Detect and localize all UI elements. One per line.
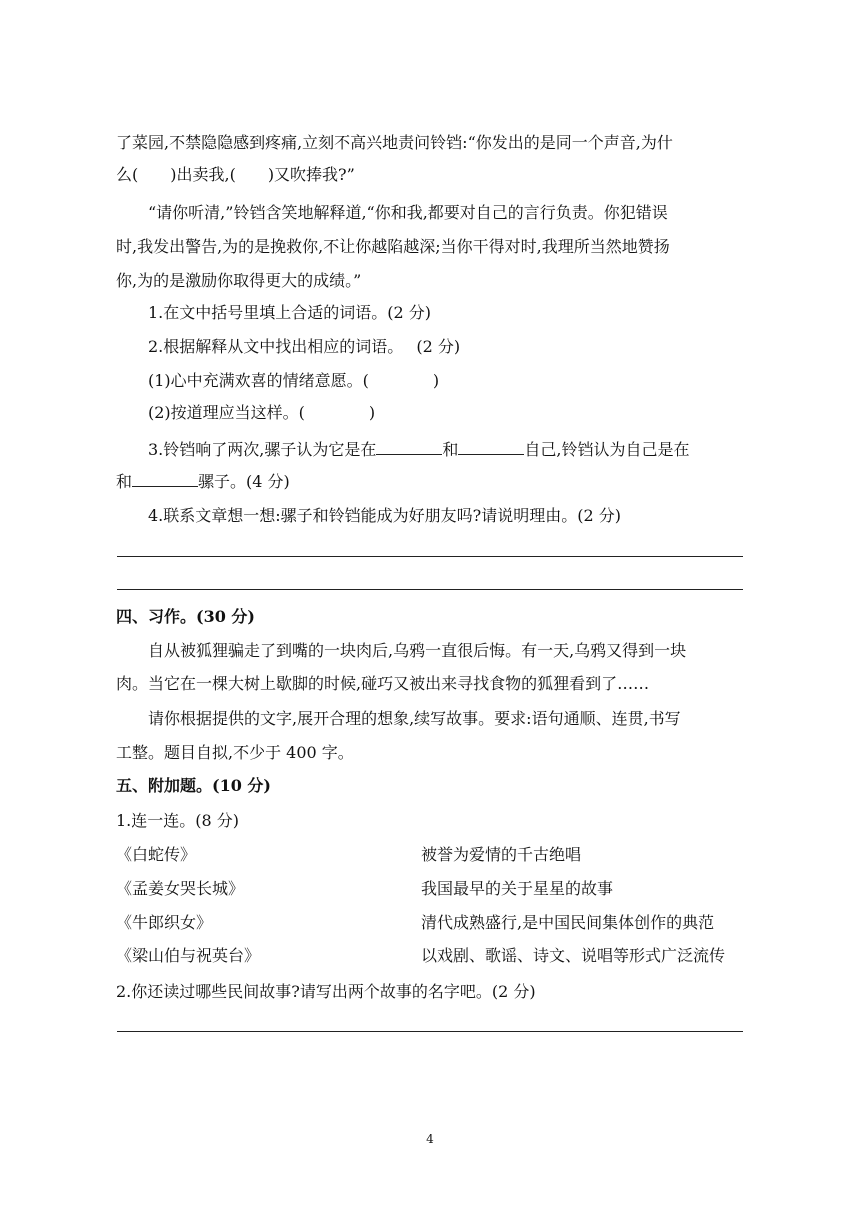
passage-line: 了菜园,不禁隐隐感到疼痛,立刻不高兴地责问铃铛:“你发出的是同一个声音,为什 [116, 133, 673, 152]
match-right-item[interactable]: 我国最早的关于星星的故事 [421, 879, 614, 898]
section-4-text: 自从被狐狸骗走了到嘴的一块肉后,乌鸦一直很后悔。有一天,乌鸦又得到一块 [148, 641, 687, 660]
match-left-item[interactable]: 《牛郎织女》 [116, 913, 213, 932]
question-3-line-2 [116, 470, 290, 492]
question-3-line-1 [148, 438, 689, 460]
section-4-text: 肉。当它在一棵大树上歇脚的时候,碰巧又被出来寻找食物的狐狸看到了…… [116, 674, 650, 693]
q3-text: 自己,铃铛认为自己是在 [524, 440, 690, 459]
passage-line: 么( )出卖我,( )又吹捧我?” [116, 165, 355, 184]
answer-line[interactable] [117, 556, 743, 557]
match-right-item[interactable]: 以戏剧、歌谣、诗文、说唱等形式广泛流传 [421, 946, 726, 965]
section-4-text: 工整。题目自拟,不少于 400 字。 [116, 743, 354, 762]
match-left-item[interactable]: 《孟姜女哭长城》 [116, 879, 245, 898]
answer-line[interactable] [117, 589, 743, 590]
answer-blank[interactable] [458, 438, 524, 455]
passage-line: “请你听清,”铃铛含笑地解释道,“你和我,都要对自己的言行负责。你犯错误 [148, 203, 668, 222]
match-right-item[interactable]: 清代成熟盛行,是中国民间集体创作的典范 [421, 913, 715, 932]
section-4-text: 请你根据提供的文字,展开合理的想象,续写故事。要求:语句通顺、连贯,书写 [148, 709, 681, 728]
match-left-item[interactable]: 《梁山伯与祝英台》 [116, 946, 261, 965]
section-4-heading: 四、习作。(30 分) [116, 607, 255, 626]
match-right-item[interactable]: 被誉为爱情的千古绝唱 [421, 845, 582, 864]
passage-line: 时,我发出警告,为的是挽救你,不让你越陷越深;当你干得对时,我理所当然地赞扬 [116, 237, 670, 256]
question-4: 4.联系文章想一想:骡子和铃铛能成为好朋友吗?请说明理由。(2 分) [148, 506, 621, 525]
answer-blank[interactable] [376, 438, 442, 455]
q3-text: 和 [442, 440, 459, 459]
match-left-item[interactable]: 《白蛇传》 [116, 845, 197, 864]
q3-text: 和 [116, 472, 133, 491]
answer-line[interactable] [117, 1031, 743, 1032]
question-2-item-2: (2)按道理应当这样。( ) [148, 403, 376, 422]
page-number: 4 [426, 1132, 434, 1146]
q3-text: 骡子。(4 分) [198, 472, 290, 491]
question-1: 1.在文中括号里填上合适的词语。(2 分) [148, 303, 432, 322]
question-2: 2.根据解释从文中找出相应的词语。 (2 分) [148, 337, 461, 356]
section-5-question-2: 2.你还读过哪些民间故事?请写出两个故事的名字吧。(2 分) [116, 982, 536, 1001]
answer-blank[interactable] [132, 470, 198, 487]
section-5-question-1: 1.连一连。(8 分) [116, 811, 240, 830]
q3-text: 3.铃铛响了两次,骡子认为它是在 [148, 440, 377, 459]
passage-line: 你,为的是激励你取得更大的成绩。” [116, 271, 362, 290]
section-5-heading: 五、附加题。(10 分) [116, 776, 271, 795]
question-2-item-1: (1)心中充满欢喜的情绪意愿。( ) [148, 371, 440, 390]
